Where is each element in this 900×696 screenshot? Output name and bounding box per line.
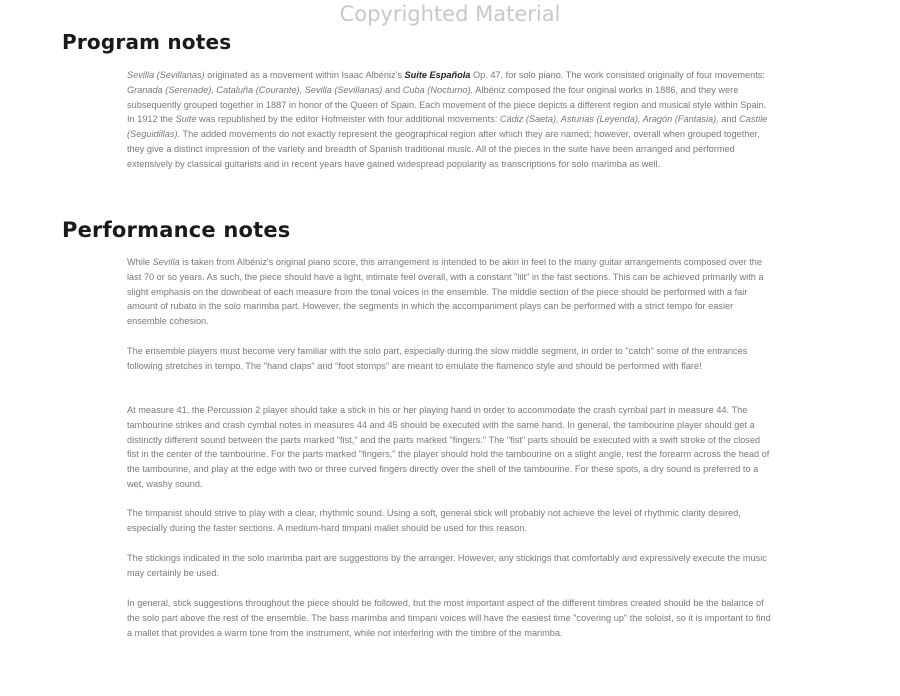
performance-paragraph-4: The timpanist should strive to play with a clear, rhythmic sound. Using a soft, general stick will probably not achieve the level of rhythmic clarity desired, especially during the faster sections. A medium-hard timpani mallet should be used for this reason. <box>127 508 741 533</box>
text-run: Cádiz (Saeta), Asturias (Leyenda), Aragón (Fantasia), <box>499 114 719 125</box>
text-run: Albéniz composed the four original works in 1886, and they were subsequently grouped together in 1887 in honor of the Queen of Spain. Each movement of the piece depicts a different region and musical style within Spain. In 1912 the <box>127 84 767 125</box>
program-notes-heading: Program notes <box>62 30 232 54</box>
text-run: The added movements do not exactly represent the geographical region after which they are named; however, overall when grouped together, they give a distinct impression of the variety and breadth of Spanish traditional music. All of the pieces in the suite have been arranged and performed extensively by classical guitarists and in recent years have gained widespread popularity as transcriptions for solo marimba as well. <box>127 129 760 169</box>
performance-paragraph-2: The ensemble players must become very familiar with the solo part, especially during the slow middle segment, in order to "catch" some of the entrances following stretches in tempo. The "hand claps" and "foot stomps" are meant to emulate the flamenco style and should be performed with flare! <box>127 346 748 371</box>
text-run: is taken from Albéniz's original piano score, this arrangement is intended to be akin in feel to the many guitar arrangements composed over the last 70 or so years. As such, the piece should have a light, intimate feel overall, with a constant "lilt" in the fast sections. This can be achieved primarily with a slight emphasis on the downbeat of each measure from the tonal voices in the ensemble. The middle section of the piece should be performed with a fair amount of rubato in the solo marimba part. However, the segments in which the accompaniment plays can be performed with a strict tempo for easier ensemble cohesion. <box>127 257 764 327</box>
text-run: Sevilla <box>152 257 180 267</box>
text-run: originated as a movement within Isaac Albéniz's <box>204 70 405 80</box>
text-run: and <box>382 84 403 95</box>
performance-paragraph-1 <box>127 255 772 329</box>
text-run: Granada (Serenade), Cataluña (Courante), Sevilla (Sevillanas) <box>127 84 383 95</box>
program-notes-paragraph <box>127 68 772 172</box>
performance-paragraph-3: At measure 41, the Percussion 2 player should take a stick in his or her playing hand in order to accommodate the crash cymbal part in measure 44. The tambourine strikes and crash cymbal notes in measures 44 and 45 should be executed with the same hand. In general, the tambourine player should get a distinctly different sound between the parts marked "fist," and the parts marked "fingers." The "fist" parts should be executed with a swift stroke of the closed fist in the center of the tambourine. For the parts marked "fingers," the player should hold the tambourine on a slight angle, rest the forearm across the head of the tambourine, and play at the edge with two or three curved fingers directly over the shell of the tambourine. For these spots, a dry sound is preferred to a wet, washy sound. <box>127 405 770 489</box>
text-run: Cuba (Nocturno). <box>402 84 474 95</box>
text-run: While <box>127 257 153 267</box>
performance-paragraph-6: In general, stick suggestions throughout the piece should be followed, but the most important aspect of the different timbres created should be the balance of the solo part above the rest of the ensemble. The bass marimba and timpani voices will have the easiest time "covering up" the soloist, so it is important to find a mallet that provides a warm tone from the instrument, while not interfering with the timbre of the marimba. <box>127 598 771 638</box>
performance-paragraph-5: The stickings indicated in the solo marimba part are suggestions by the arranger. However, any stickings that comfortably and expressively execute the music may certainly be used. <box>127 553 767 578</box>
text-run: and <box>718 114 740 125</box>
text-run: was republished by the editor Hofmeister with four additional movements: <box>196 114 500 125</box>
performance-notes-heading: Performance notes <box>62 218 291 242</box>
suite-title: Suite Española <box>404 70 471 80</box>
copyright-watermark: Copyrighted Material <box>339 2 561 26</box>
text-run: Castile (Seguidillas). <box>127 114 768 140</box>
text-run: Sevilla (Sevillanas) <box>127 70 205 80</box>
text-run: Op. 47, for solo piano. The work consisted originally of four movements: <box>470 70 765 80</box>
text-run: Suite <box>175 114 197 125</box>
